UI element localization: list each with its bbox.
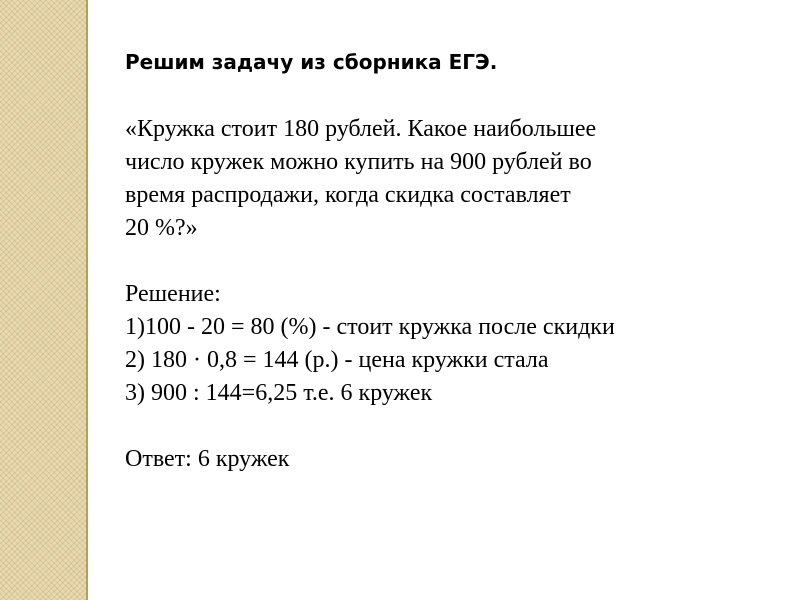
side-bar-divider [86, 0, 88, 600]
solution-step: 1)100 - 20 = 80 (%) - стоит кружка после скидки [125, 314, 615, 340]
answer-line: Ответ: 6 кружек [125, 446, 290, 472]
decorative-side-bar [0, 0, 86, 600]
spacer [125, 410, 785, 443]
spacer [125, 245, 785, 278]
problem-line: число кружек можно купить на 900 рублей во [125, 149, 592, 175]
problem-line: 20 %?» [125, 215, 198, 241]
solution-label: Решение: [125, 281, 221, 307]
solution-step: 3) 900 : 144=6,25 т.е. 6 кружек [125, 380, 433, 406]
solution-step: 2) 180 · 0,8 = 144 (р.) - цена кружки стала [125, 347, 549, 373]
problem-line: «Кружка стоит 180 рублей. Какое наибольшее [125, 116, 597, 142]
slide-heading: Решим задачу из сборника ЕГЭ. [125, 50, 498, 74]
problem-line: время распродажи, когда скидка составляет [125, 182, 571, 208]
slide-body [125, 113, 785, 476]
